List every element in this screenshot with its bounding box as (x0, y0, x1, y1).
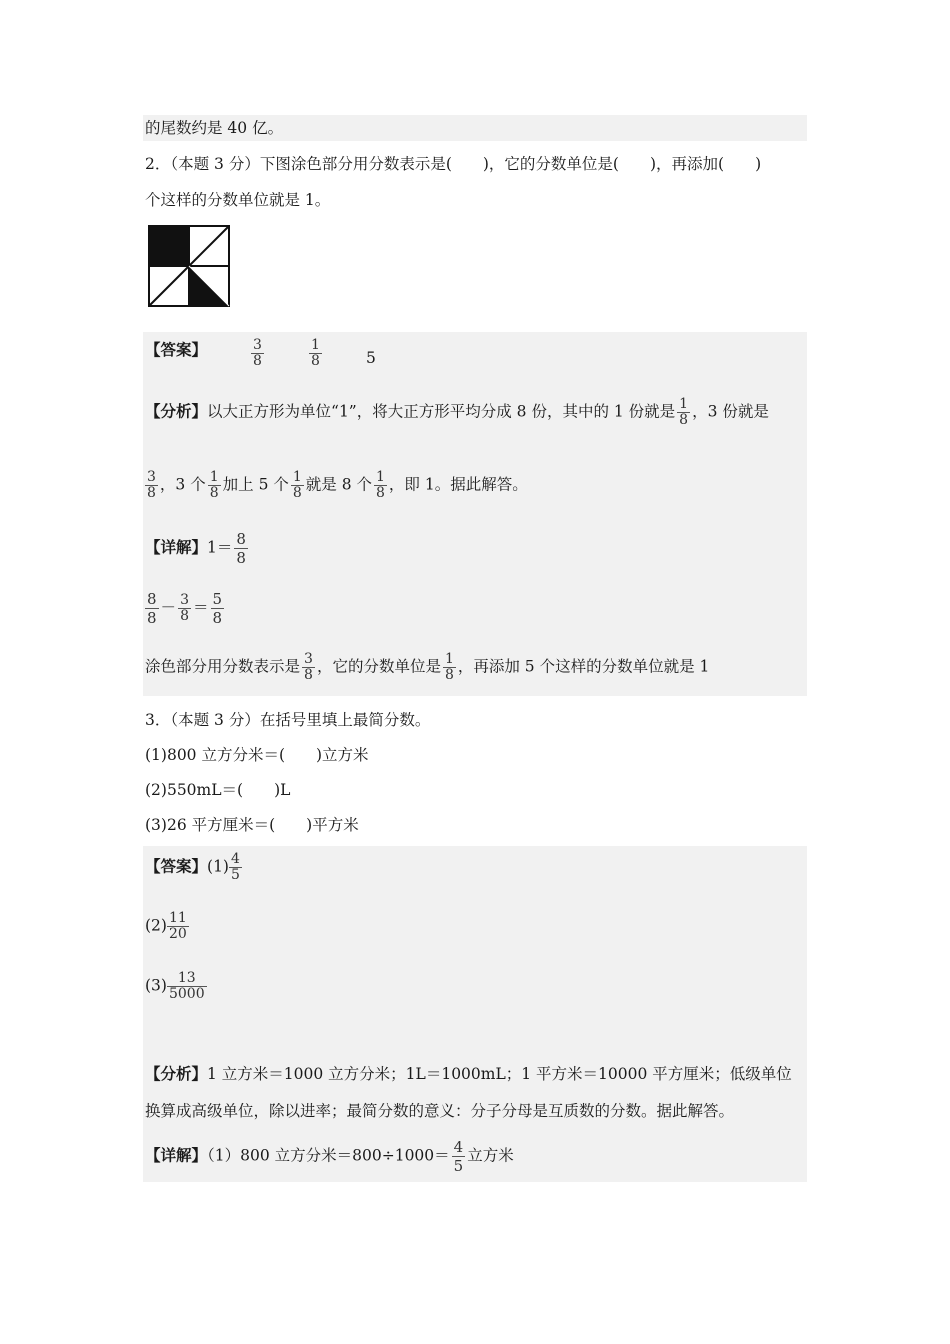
question-3-part1: (1)800 立方分米＝( )立方米 (145, 746, 369, 764)
answer-value-3: 5 (366, 349, 376, 367)
answer-label: 【答案】 (145, 856, 208, 876)
fraction-8-8: $\frac{8}{8}$ (147, 590, 157, 627)
detail-label: 【详解】 (145, 537, 208, 557)
fraction-3-8: $\frac{3}{8}$ (180, 592, 189, 624)
fraction-1-8: $\frac{1}{8}$ (292, 469, 302, 501)
q2-conclusion: 涂色部分用分数表示是 $\frac{3}{8}$ ，它的分数单位是 $\frac{1}{8}$ ，再添加 5 个这样的分数单位就是 1 (145, 651, 710, 683)
q3-answer-2: (2) $\frac{11}{20}$ (145, 910, 187, 942)
question-2-line1: 2．（本题 3 分）下图涂色部分用分数表示是( )，它的分数单位是( )，再添加( ) (145, 155, 762, 173)
fraction-1-8: $\frac{1}{8}$ (376, 469, 385, 501)
previous-answer-tail: 的尾数约是 40 亿。 (145, 119, 284, 137)
fraction-1-8: $\frac{1}{8}$ (209, 469, 219, 501)
fraction-3-8: $\frac{3}{8}$ (147, 469, 156, 501)
answer-fraction-2: $\frac{1}{8}$ (311, 337, 320, 369)
fraction-3-8: $\frac{3}{8}$ (304, 651, 313, 683)
question-3-line1: 3．（本题 3 分）在括号里填上最简分数。 (145, 711, 431, 729)
shaded-square-figure (148, 225, 230, 307)
q3-analysis-line2: 换算成高级单位，除以进率；最简分数的意义：分子分母是互质数的分数。据此解答。 (145, 1102, 735, 1120)
analysis-label: 【分析】 (145, 1064, 208, 1083)
analysis-label: 【分析】 (145, 401, 208, 421)
q3-detail-line1: 【详解】（1）800 立方分米＝800÷1000＝ $\frac{4}{5}$ 立方米 (145, 1138, 514, 1175)
q2-analysis-line2: $\frac{3}{8}$ ，3 个 $\frac{1}{8}$ 加上 5 个 $\frac{1}{8}$ 就是 8 个 $\frac{1}{8}$ ，即 1。据此解答。 (147, 469, 528, 501)
answer-fraction-11-20: $\frac{11}{20}$ (168, 910, 187, 942)
question-3-part2: (2)550mL＝( )L (145, 781, 291, 799)
fraction-1-8: $\frac{1}{8}$ (679, 396, 689, 428)
q3-analysis-line1: 【分析】1 立方米＝1000 立方分米；1L＝1000mL；1 平方米＝10000 平方厘米；低级单位 (145, 1064, 792, 1083)
q3-answer-3: (3) $\frac{13}{5000}$ (145, 970, 205, 1002)
answer-fraction-4-5: $\frac{4}{5}$ (230, 851, 240, 883)
answer-block-q2 (143, 332, 807, 696)
fraction-8-8: $\frac{8}{8}$ (236, 530, 246, 567)
q2-answer-row (145, 337, 376, 378)
fraction-5-8: $\frac{5}{8}$ (212, 590, 223, 627)
answer-block-q3 (143, 846, 807, 1182)
q2-detail-line2: $\frac{8}{8}$ － $\frac{3}{8}$ ＝ $\frac{5}{8}$ (147, 590, 223, 627)
answer-label: 【答案】 (145, 340, 208, 359)
fraction-1-8: $\frac{1}{8}$ (444, 651, 454, 683)
question-3-part3: (3)26 平方厘米＝( )平方米 (145, 816, 359, 834)
fraction-4-5: $\frac{4}{5}$ (453, 1138, 464, 1175)
q2-detail-line1: 【详解】1＝ $\frac{8}{8}$ (145, 530, 246, 567)
question-2-line2: 个这样的分数单位就是 1。 (145, 191, 331, 209)
answer-fraction-13-5000: $\frac{13}{5000}$ (168, 970, 205, 1002)
q3-answer-1: 【答案】(1) $\frac{4}{5}$ (145, 851, 240, 883)
answer-fraction-1: $\frac{3}{8}$ (253, 337, 262, 369)
q2-analysis-line1: 【分析】以大正方形为单位“1”，将大正方形平均分成 8 份，其中的 1 份就是 $\frac{1}{8}$ ，3 份就是 (145, 396, 769, 428)
detail-label: 【详解】 (145, 1145, 208, 1165)
